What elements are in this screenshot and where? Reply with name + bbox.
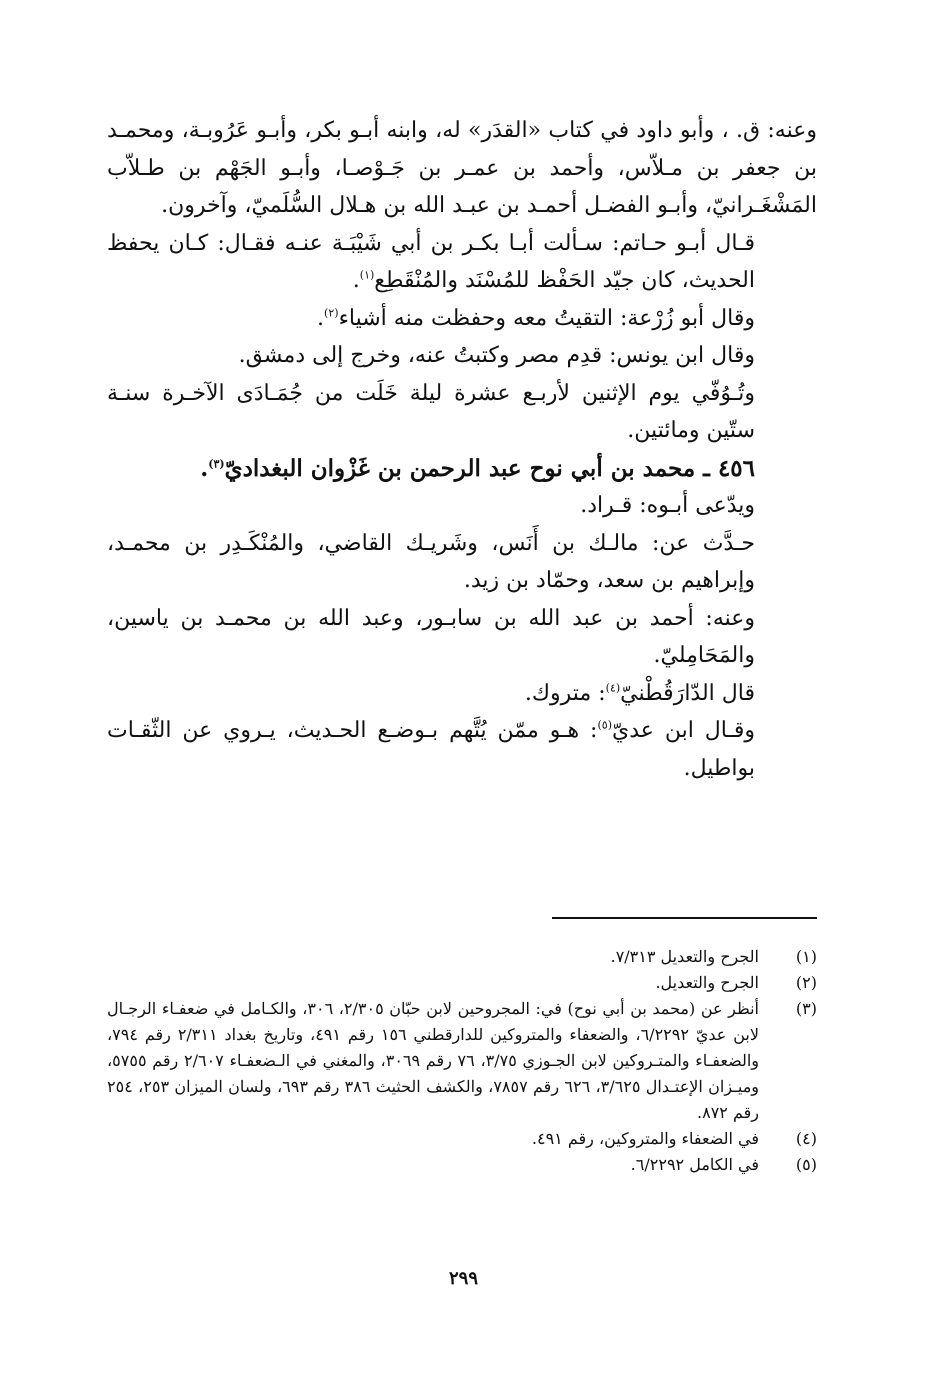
footnote-marker: (٢) (324, 306, 339, 320)
paragraph: وتُـوُفّي يوم الإثنين لأربـع عشرة ليلة خَلَت من جُمَـادَى الآخـرة سنـة ستّين ومائتين. (107, 380, 755, 443)
paragraph: وقـال ابن عديّ$^{(٥)}$: هـو ممّن يُتَّهم بـوضـع الحـديث، يـروي عن الثّقـات بواطيل. (107, 718, 755, 781)
footnotes (107, 944, 817, 1178)
paragraph: حـدَّث عن: مالـك بن أَنَس، وشَريـك القاضي، والمُنْكَـدِر بن محمـد، وإبراهيم بن سعد، وحمّاد بن زيد. (107, 530, 755, 593)
footnote-text: الجرح والتعديل ٧/٣١٣. (610, 947, 759, 966)
paragraph: وعنه: ق. ، وأبو داود في كتاب «القدَر» له، وابنه أبـو بكر، وأبـو عَرُوبـة، ومحمـد بن جعفر بن مـلاّس، وأحمد بن عمـر بن جَـوْصـا، وأبـو الجَهْم بن طـلاّب المَشْغَـرانيّ، وأبـو الفضـل أحمـد بن عبـد الله بن هـلال السُّلَميّ، وآخرون. (107, 118, 817, 218)
footnote-number: (٢) (795, 973, 817, 992)
paragraph: وعنه: أحمد بن عبد الله بن سابـور، وعبد الله بن محمـد بن ياسين، والمَحَامِليّ. (107, 605, 755, 668)
footnote-marker: (١) (359, 268, 375, 282)
main-text (107, 112, 817, 787)
footnote-text: في الكامل ٦/٢٢٩٢. (630, 1155, 759, 1174)
footnote-text: في الضعفاء والمتروكين، رقم ٤٩١. (531, 1129, 759, 1148)
footnote-number: (١) (795, 947, 817, 966)
footnote-number: (٥) (795, 1155, 817, 1174)
page-number: ٢٩٩ (448, 1268, 478, 1289)
paragraph: قـال أبـو حـاتم: سـألت أبـا بكـر بن أبي شَيْبَـة عنـه فقـال: كـان يحفظ الحديث، كان جيّد الحَفْظ للمُسْنَد والمُنْقَطِع$^{(١)}$. (107, 230, 755, 293)
paragraph: قال الدّارَقُطْنيّ$^{(٤)}$: متروك. (524, 680, 755, 706)
footnote-marker: (٤) (605, 681, 621, 695)
paragraph: وقال أبو زُرْعة: التقيتُ معه وحفظت منه أشياء$^{(٢)}$. (317, 305, 755, 331)
paragraph: ويدّعى أبـوه: قـراد. (580, 493, 755, 518)
footnote-number: (٤) (795, 1129, 817, 1148)
footnote-text: الجرح والتعديل. (655, 973, 759, 992)
footnote (107, 970, 817, 996)
footnote (107, 1126, 817, 1152)
footnote-text: أنظر عن (محمد بن أبي نوح) في: المجروحين لابن حبّان ٢/٣٠٥، ٣٠٦، والكـامل في ضعفـاء الرجـال لابن عديّ ٦/٢٢٩٢، والضعفاء والمتروكين للدارقطني ١٥٦ رقم ٤٩١، وتاريخ بغداد ٢/٣١١ رقم ٧٩٤، والضعفـاء والمتـروكين لابن الجـوزي ٣/٧٥، ٧٦ رقم ٣٠٦٩، والمغني في الـضعفـاء ٢/٦٠٧ رقم ٥٧٥٥، وميـزان الإعتـدال ٣/٦٢٥، ٦٢٦ رقم ٧٨٥٧، والكشف الحثيث ٣٨٦ رقم ٦٩٣، ولسان الميزان ٢٥٣، ٢٥٤ رقم ٨٧٢. (107, 999, 760, 1122)
entry-heading: ٤٥٦ ـ محمد بن أبي نوح عبد الرحمن بن غَزْوان البغداديّ$^{(٣)}$. (200, 454, 755, 482)
footnote (107, 1152, 817, 1178)
paragraph: وقال ابن يونس: قدِم مصر وكتبتُ عنه، وخرج إلى دمشق. (238, 343, 755, 368)
footnote-marker: (٣) (208, 456, 225, 470)
footnote-divider (552, 917, 817, 919)
footnote (107, 944, 817, 970)
footnote (107, 996, 817, 1126)
footnote-marker: (٥) (597, 718, 612, 732)
footnote-number: (٣) (795, 999, 817, 1018)
